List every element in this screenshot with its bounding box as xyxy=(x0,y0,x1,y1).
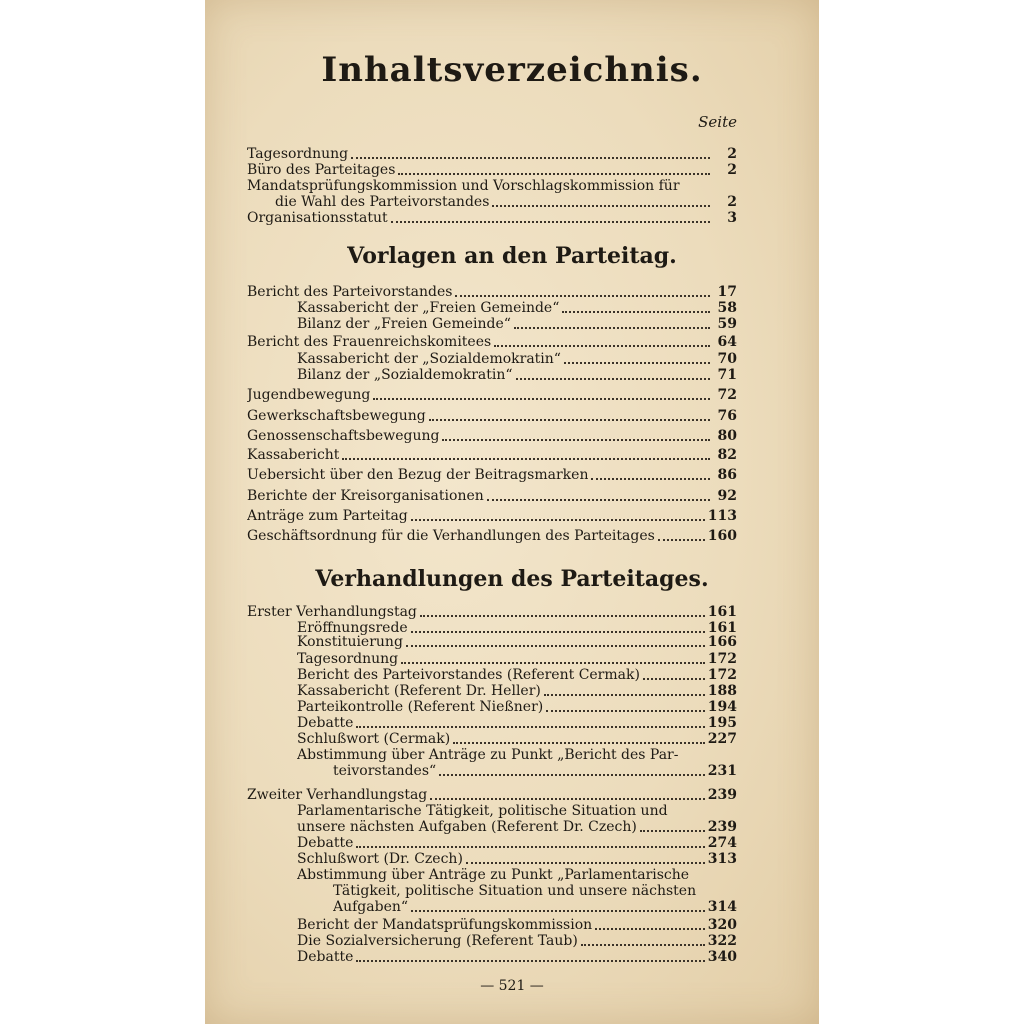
toc-entry-title: Kassabericht der „Freien Gemeinde“ xyxy=(297,300,560,316)
toc-row xyxy=(247,209,737,227)
toc-entry-page: 80 xyxy=(717,428,737,444)
section-heading: Vorlagen an den Parteitag. xyxy=(347,243,677,269)
toc-entry-page: 113 xyxy=(707,508,737,524)
toc-entry-title: Zweiter Verhandlungstag xyxy=(247,787,428,803)
page-number-footer: — 521 — xyxy=(480,978,544,994)
section-heading: Verhandlungen des Parteitages. xyxy=(315,566,709,592)
toc-row xyxy=(247,446,737,464)
dot-leader xyxy=(342,458,710,460)
toc-entry-page: 188 xyxy=(707,683,737,699)
toc-entry-title: Bilanz der „Sozialdemokratin“ xyxy=(297,367,513,383)
toc-entry-title: Genossenschaftsbewegung xyxy=(247,428,440,444)
toc-entry-page: 58 xyxy=(717,300,737,316)
toc-entry-title: Mandatsprüfungskommission und Vorschlagskommission für xyxy=(247,178,680,194)
toc-entry-page: 322 xyxy=(707,933,737,949)
toc-row xyxy=(247,333,737,351)
toc-entry-title: Jugendbewegung xyxy=(247,387,371,403)
dot-leader xyxy=(401,662,705,664)
dot-leader xyxy=(453,742,705,744)
toc-entry-page: 161 xyxy=(707,604,737,620)
dot-leader xyxy=(546,710,705,712)
toc-entry-page: 70 xyxy=(717,351,737,367)
toc-entry-title: Gewerkschaftsbewegung xyxy=(247,408,426,424)
dot-leader xyxy=(420,615,705,617)
toc-entry-page: 320 xyxy=(707,917,737,933)
toc-entry-title: Bericht des Parteivorstandes (Referent Cermak) xyxy=(297,667,640,683)
toc-entry-title: Büro des Parteitages xyxy=(247,162,396,178)
toc-entry-title: Parlamentarische Tätigkeit, politische Situation und xyxy=(297,803,668,819)
toc-entry-page: 71 xyxy=(717,367,737,383)
toc-row xyxy=(247,527,737,545)
toc-row xyxy=(297,633,737,651)
dot-leader xyxy=(494,345,710,347)
dot-leader xyxy=(487,499,710,501)
toc-entry-title: Tätigkeit, politische Situation und unsere nächsten xyxy=(333,883,697,899)
toc-entry-page: 313 xyxy=(707,851,737,867)
dot-leader xyxy=(356,960,704,962)
toc-entry-page: 64 xyxy=(717,334,737,350)
dot-leader xyxy=(429,419,710,421)
dot-leader xyxy=(640,830,705,832)
toc-row xyxy=(247,487,737,505)
book-page xyxy=(205,0,819,1024)
toc-entry-page: 314 xyxy=(707,899,737,915)
toc-entry-title: Konstituierung xyxy=(297,634,403,650)
toc-entry-page: 166 xyxy=(707,634,737,650)
toc-row xyxy=(333,762,737,780)
toc-entry-title: Die Sozialversicherung (Referent Taub) xyxy=(297,933,578,949)
toc-entry-title: Tagesordnung xyxy=(247,146,349,162)
toc-entry-title: Organisationsstatut xyxy=(247,210,388,226)
toc-entry-title: Abstimmung über Anträge zu Punkt „Parlamentarische xyxy=(297,867,690,883)
toc-entry-title: Berichte der Kreisorganisationen xyxy=(247,488,484,504)
toc-entry-page: 274 xyxy=(707,835,737,851)
toc-entry-title: teivorstandes“ xyxy=(333,763,437,779)
toc-row xyxy=(297,315,737,333)
toc-entry-page: 17 xyxy=(717,284,737,300)
dot-leader xyxy=(373,398,710,400)
toc-entry-title: Schlußwort (Dr. Czech) xyxy=(297,851,463,867)
toc-entry-title: Erster Verhandlungstag xyxy=(247,604,417,620)
toc-entry-page: 340 xyxy=(707,949,737,965)
toc-entry-page: 161 xyxy=(707,620,737,636)
toc-entry-title: Debatte xyxy=(297,949,354,965)
toc-row xyxy=(247,386,737,404)
toc-row xyxy=(247,407,737,425)
dot-leader xyxy=(581,944,705,946)
toc-row xyxy=(333,898,737,916)
toc-entry-page: 195 xyxy=(707,715,737,731)
toc-row xyxy=(247,507,737,525)
toc-entry-title: Tagesordnung xyxy=(297,651,399,667)
dot-leader xyxy=(398,173,710,175)
dot-leader xyxy=(516,378,710,380)
page-title: Inhaltsverzeichnis. xyxy=(321,50,703,90)
toc-entry-page: 231 xyxy=(707,763,737,779)
toc-entry-title: Bericht des Parteivorstandes xyxy=(247,284,453,300)
dot-leader xyxy=(514,327,710,329)
dot-leader xyxy=(591,478,710,480)
toc-entry-title: Eröffnungsrede xyxy=(297,620,408,636)
toc-entry-page: 82 xyxy=(717,447,737,463)
toc-entry-page: 172 xyxy=(707,651,737,667)
dot-leader xyxy=(356,726,704,728)
dot-leader xyxy=(351,157,710,159)
toc-row xyxy=(247,427,737,445)
toc-entry-title: Kassabericht xyxy=(247,447,340,463)
toc-entry-title: Debatte xyxy=(297,835,354,851)
dot-leader xyxy=(455,295,710,297)
dot-leader xyxy=(411,519,705,521)
toc-entry-title: Bericht des Frauenreichskomitees xyxy=(247,334,492,350)
toc-entry-page: 76 xyxy=(717,408,737,424)
dot-leader xyxy=(564,362,710,364)
toc-entry-page: 239 xyxy=(707,787,737,803)
toc-entry-title: Schlußwort (Cermak) xyxy=(297,731,451,747)
toc-row xyxy=(297,366,737,384)
toc-entry-title: Uebersicht über den Bezug der Beitragsmarken xyxy=(247,467,589,483)
toc-entry-page: 227 xyxy=(707,731,737,747)
toc-entry-page: 59 xyxy=(717,316,737,332)
toc-entry-title: unsere nächsten Aufgaben (Referent Dr. Czech) xyxy=(297,819,637,835)
toc-entry-page: 92 xyxy=(717,488,737,504)
toc-entry-page: 239 xyxy=(707,819,737,835)
toc-entry-title: Bilanz der „Freien Gemeinde“ xyxy=(297,316,511,332)
toc-entry-title: Aufgaben“ xyxy=(333,899,409,915)
toc-entry-page: 86 xyxy=(717,467,737,483)
dot-leader xyxy=(466,862,705,864)
toc-entry-page: 3 xyxy=(727,210,737,226)
toc-entry-title: Debatte xyxy=(297,715,354,731)
toc-entry-title: Kassabericht (Referent Dr. Heller) xyxy=(297,683,541,699)
toc-entry-title: Anträge zum Parteitag xyxy=(247,508,408,524)
dot-leader xyxy=(544,694,705,696)
toc-row xyxy=(247,466,737,484)
dot-leader xyxy=(439,774,705,776)
toc-entry-page: 72 xyxy=(717,387,737,403)
toc-entry-page: 194 xyxy=(707,699,737,715)
toc-entry-page: 2 xyxy=(727,194,737,210)
dot-leader xyxy=(406,645,705,647)
dot-leader xyxy=(595,928,705,930)
toc-entry-page: 2 xyxy=(727,162,737,178)
dot-leader xyxy=(430,798,705,800)
toc-entry-title: Parteikontrolle (Referent Nießner) xyxy=(297,699,544,715)
dot-leader xyxy=(643,678,705,680)
toc-entry-page: 172 xyxy=(707,667,737,683)
dot-leader xyxy=(411,910,705,912)
toc-entry-title: Bericht der Mandatsprüfungskommission xyxy=(297,917,593,933)
dot-leader xyxy=(391,221,710,223)
toc-entry-page: 160 xyxy=(707,528,737,544)
toc-entry-page: 2 xyxy=(727,146,737,162)
toc-entry-title: Kassabericht der „Sozialdemokratin“ xyxy=(297,351,561,367)
dot-leader xyxy=(442,439,710,441)
dot-leader xyxy=(356,846,704,848)
toc-entry-title: die Wahl des Parteivorstandes xyxy=(275,194,490,210)
seite-column-header: Seite xyxy=(698,113,737,131)
toc-entry-title: Abstimmung über Anträge zu Punkt „Bericht des Par- xyxy=(297,747,679,763)
toc-row xyxy=(297,948,737,966)
dot-leader xyxy=(562,311,710,313)
dot-leader xyxy=(492,205,710,207)
dot-leader xyxy=(658,539,705,541)
toc-entry-title: Geschäftsordnung für die Verhandlungen des Parteitages xyxy=(247,528,655,544)
